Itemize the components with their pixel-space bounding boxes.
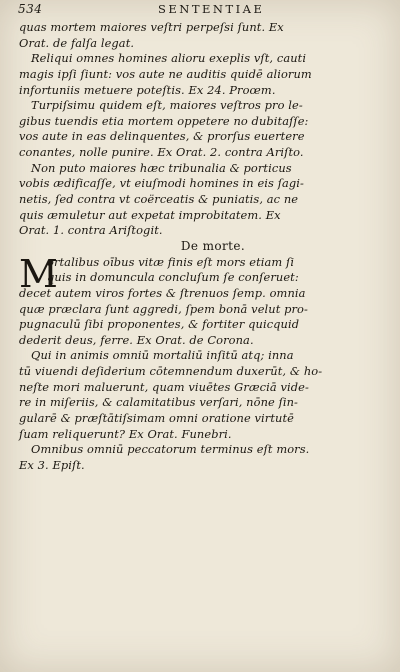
text-line: netis, ſed contra vt coërceatis & puniatis, ac ne	[19, 192, 299, 207]
text-line: Turpiſsimu quidem eſt, maiores veſtros pro le-	[31, 98, 303, 113]
text-line: ſuam reliquerunt? Ex Orat. Funebri.	[19, 426, 232, 441]
text-line: vobis ædificaſſe, vt eiuſmodi homines in eis ſagi-	[19, 176, 304, 191]
page-header	[18, 2, 388, 22]
running-head: SENTENTIAE	[158, 2, 265, 16]
text-line: vos aute in eas delinquentes, & prorſus euertere	[19, 129, 305, 144]
text-line: Omnibus omniū peccatorum terminus eſt mors.	[31, 442, 310, 457]
text-line: gularē & præſtātiſsimam omni oratione virtutē	[19, 411, 294, 426]
text-line: Ex 3. Epiſt.	[19, 457, 85, 472]
text-line: pugnaculū ſibi proponentes, & fortiter quicquid	[19, 317, 300, 332]
body-text	[19, 20, 377, 474]
section-heading: De morte.	[180, 238, 246, 253]
text-line: neſte mori maluerunt, quam viuētes Græciā vide-	[19, 379, 309, 394]
text-line: Reliqui omnes homines alioru exeplis vſt, cauti	[31, 51, 307, 66]
text-line: quis in domuncula concluſum ſe conſeruet:	[47, 270, 299, 285]
text-line: tū viuendi deſiderium cōtemnendum duxerūt, & ho-	[19, 364, 323, 379]
text-line: quæ præclara ſunt aggredi, ſpem bonā velut pro-	[19, 301, 308, 316]
text-line: re in miſeriis, & calamitatibus verſari, nōne ſin-	[19, 395, 299, 410]
text-line: Orat. de falſa legat.	[19, 35, 135, 50]
drop-cap: M	[19, 251, 59, 296]
text-line: Non puto maiores hæc tribunalia & porticus	[31, 160, 292, 175]
text-line: gibus tuendis etia mortem oppetere no dubitaſſe:	[19, 113, 309, 128]
page-number: 534	[18, 2, 43, 16]
text-line: conantes, nolle punire. Ex Orat. 2. contra Ariſto.	[19, 145, 304, 160]
text-line: Qui in animis omniū mortaliū inſitū atq; inna	[31, 348, 294, 363]
text-line: decet autem viros fortes & ſtrenuos ſemp. omnia	[19, 285, 306, 300]
text-line: magis ipſi ſiunt: vos aute ne auditis quidē aliorum	[19, 66, 312, 81]
text-line: Orat. 1. contra Ariſtogit.	[19, 223, 163, 238]
text-line: quis æmuletur aut expetat improbitatem. Ex	[19, 207, 281, 222]
text-line: dederit deus, ferre. Ex Orat. de Corona.	[19, 332, 254, 347]
text-line: quas mortem maiores veſtri perpeſsi ſunt. Ex	[19, 20, 284, 34]
text-line: ortalibus oībus vitæ finis eſt mors etiam ſi	[47, 254, 295, 269]
text-line: infortuniis metuere poteſtis. Ex 24. Proœm.	[19, 82, 276, 97]
